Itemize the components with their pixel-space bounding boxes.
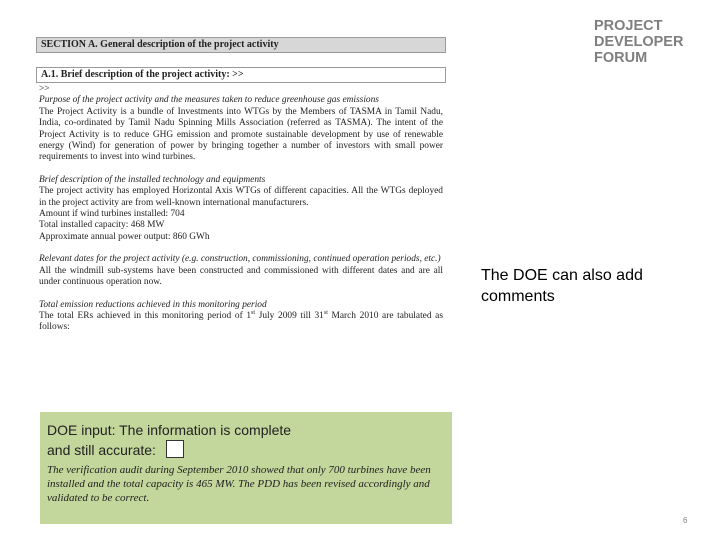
doe-input-comment: The verification audit during September 2010 showed that only 700 turbines have been installed and the total capacity is 465 MW. The PDD has been revised accordingly and validated to be correct. [47, 464, 431, 504]
logo-line-1: PROJECT [594, 18, 663, 34]
logo-line-3: FORUM [594, 50, 648, 66]
relevant-dates-heading: Relevant dates for the project activity (e.g. construction, commissioning, continued operation periods, etc.) [39, 254, 441, 265]
turbine-amount-line: Amount if wind turbines installed: 704 [39, 209, 185, 220]
purpose-paragraph: The Project Activity is a bundle of Investments into WTGs by the Members of TASMA in Tamil Nadu, India, co-ordinated by Tamil Nadu Spinning Mills Association (referred as TASMA). The intent of the Project Activity is to reduce GHG emission and promote sustainable development by use of renewable energy (Wind) for generation of power by bringing together a number of investors with small power requirements to invest into wind turbines. [39, 106, 443, 163]
arrow-marker: >> [39, 84, 50, 94]
section-a-header: SECTION A. General description of the project activity [36, 37, 446, 53]
installed-capacity-line: Total installed capacity: 468 MW [39, 220, 165, 231]
purpose-heading: Purpose of the project activity and the measures taken to reduce greenhouse gas emissions [39, 95, 379, 106]
emission-reductions-paragraph: The total ERs achieved in this monitoring period of 1st July 2009 till 31st March 2010 are tabulated as follows: [39, 309, 443, 333]
doe-heading-line-1: DOE input: The information is complete [47, 422, 292, 438]
page-number: 6 [683, 516, 688, 525]
subsection-a1-header: A.1. Brief description of the project activity: >> [36, 67, 446, 83]
doe-heading-line-2: and still accurate: [47, 440, 444, 460]
technology-heading: Brief description of the installed technology and equipments [39, 174, 266, 185]
accuracy-checkbox[interactable] [166, 440, 184, 458]
logo-line-2: DEVELOPER [594, 34, 684, 50]
side-note: The DOE can also add comments [481, 267, 643, 305]
emission-reductions-heading: Total emission reductions achieved in this monitoring period [39, 299, 267, 310]
annual-output-line: Approximate annual power output: 860 GWh [39, 231, 210, 242]
project-developer-forum-logo [594, 18, 683, 66]
doe-input-box [40, 412, 452, 524]
document-body [39, 84, 443, 334]
relevant-dates-paragraph: All the windmill sub-systems have been constructed and commissioned with different dates and are all under continuous operation now. [39, 265, 443, 288]
doe-input-heading [47, 420, 444, 460]
technology-paragraph: The project activity has employed Horizontal Axis WTGs of different capacities. All the WTGs deployed in the project activity are from well-known international manufacturers. [39, 186, 443, 208]
